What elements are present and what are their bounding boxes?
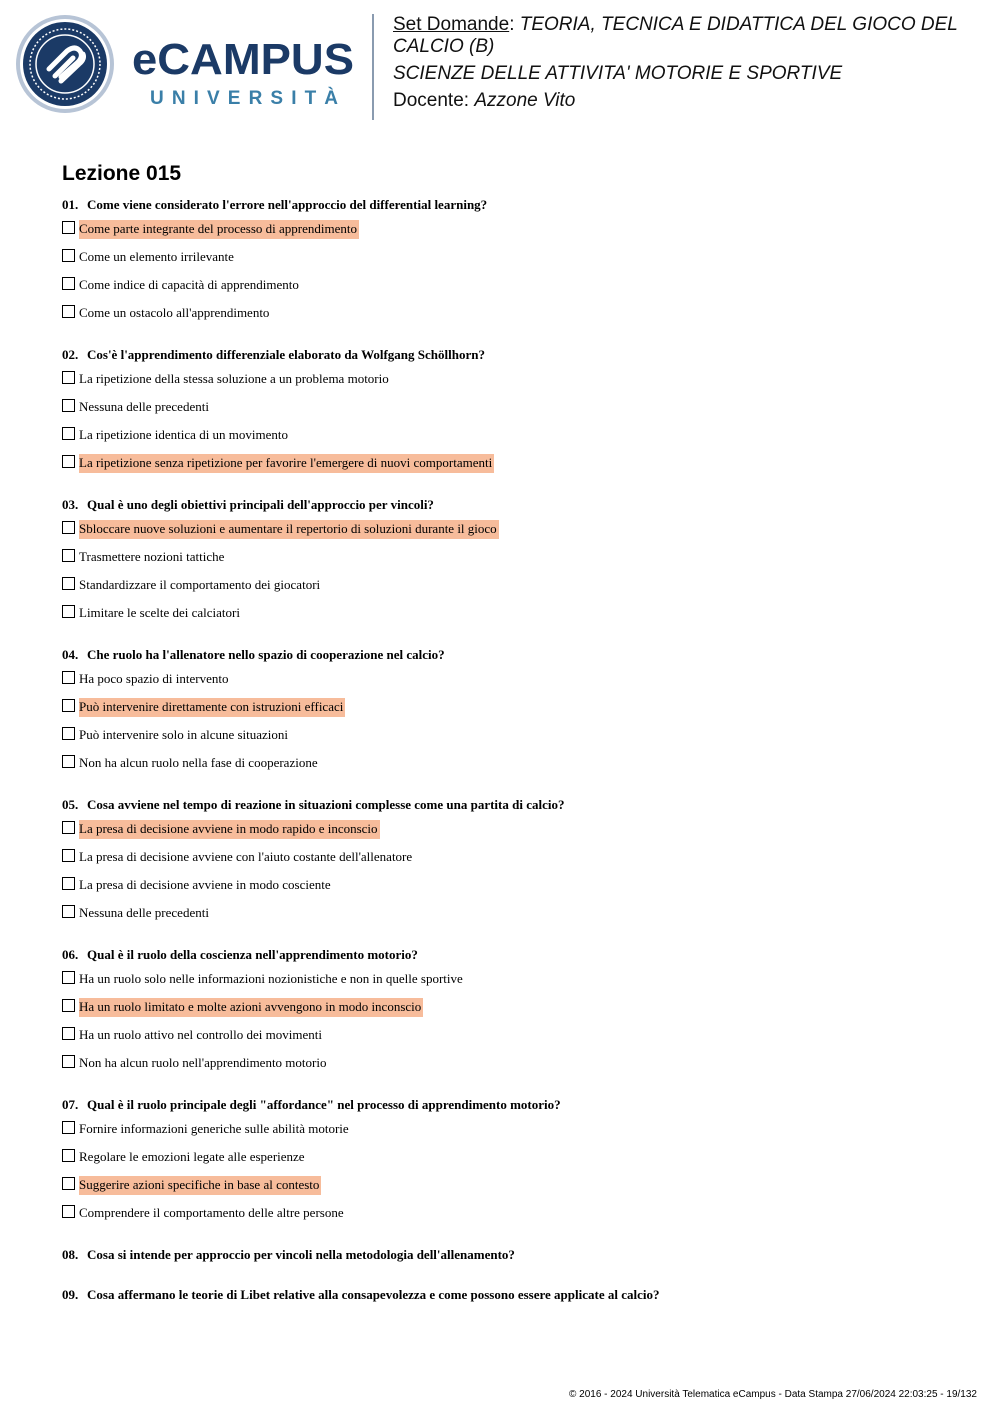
question-02 — [62, 346, 962, 482]
answer-option[interactable] — [62, 398, 962, 426]
answer-label: Nessuna delle precedenti — [79, 399, 209, 414]
answer-checkbox[interactable] — [62, 605, 75, 618]
answer-label: Comprendere il comportamento delle altre persone — [79, 1205, 344, 1220]
answer-checkbox[interactable] — [62, 1205, 75, 1218]
answer-checkbox[interactable] — [62, 427, 75, 440]
question-01 — [62, 196, 962, 332]
answer-checkbox[interactable] — [62, 1027, 75, 1040]
answer-checkbox[interactable] — [62, 877, 75, 890]
answer-label: Come indice di capacità di apprendimento — [79, 277, 299, 292]
answer-option[interactable] — [62, 970, 962, 998]
answer-checkbox[interactable] — [62, 577, 75, 590]
header-divider — [372, 14, 374, 120]
answer-label: La ripetizione della stessa soluzione a un problema motorio — [79, 371, 389, 386]
answer-checkbox[interactable] — [62, 999, 75, 1012]
teacher-name: Azzone Vito — [474, 90, 576, 111]
answer-option[interactable] — [62, 726, 962, 754]
answer-label-correct: Sbloccare nuove soluzioni e aumentare il repertorio di soluzioni durante il gioco — [79, 520, 499, 539]
question-04 — [62, 646, 962, 782]
question-08 — [62, 1246, 962, 1264]
answer-checkbox[interactable] — [62, 371, 75, 384]
answer-option[interactable] — [62, 1204, 962, 1232]
answer-checkbox[interactable] — [62, 277, 75, 290]
answer-checkbox[interactable] — [62, 821, 75, 834]
question-text — [62, 646, 962, 664]
answer-checkbox[interactable] — [62, 521, 75, 534]
answer-checkbox[interactable] — [62, 905, 75, 918]
question-label: Cosa si intende per approccio per vincoli nella metodologia dell'allenamento? — [87, 1247, 515, 1262]
answer-checkbox[interactable] — [62, 249, 75, 262]
answer-label: La ripetizione identica di un movimento — [79, 427, 289, 442]
answer-option[interactable] — [62, 1054, 962, 1082]
question-number: 08. — [62, 1247, 79, 1262]
question-label: Qual è il ruolo della coscienza nell'apprendimento motorio? — [87, 947, 418, 962]
answer-label: Regolare le emozioni legate alle esperienze — [79, 1149, 305, 1164]
answer-checkbox[interactable] — [62, 755, 75, 768]
degree-name: SCIENZE DELLE ATTIVITA' MOTORIE E SPORTIVE — [393, 63, 843, 84]
answer-label: Limitare le scelte dei calciatori — [79, 605, 240, 620]
course-info: Set Domande: TEORIA, TECNICA E DIDATTICA DEL GIOCO DEL CALCIO (B) SCIENZE DELLE ATTIVITA' MOTORIE E SPORTIVE Docente: Azzone Vito — [393, 14, 958, 111]
answer-option[interactable] — [62, 1176, 962, 1204]
answer-option[interactable] — [62, 1120, 962, 1148]
answer-label-correct: Ha un ruolo limitato e molte azioni avvengono in modo inconscio — [79, 998, 423, 1017]
answer-checkbox[interactable] — [62, 1055, 75, 1068]
question-number: 06. — [62, 947, 79, 962]
answer-label: Ha un ruolo solo nelle informazioni nozionistiche e non in quelle sportive — [79, 971, 463, 986]
answer-label: Ha poco spazio di intervento — [79, 671, 229, 686]
question-03 — [62, 496, 962, 632]
answer-label: Standardizzare il comportamento dei giocatori — [79, 577, 321, 592]
answer-option[interactable] — [62, 998, 962, 1026]
answer-option[interactable] — [62, 520, 962, 548]
answer-checkbox[interactable] — [62, 305, 75, 318]
answer-option[interactable] — [62, 454, 962, 482]
answer-option[interactable] — [62, 548, 962, 576]
answer-label: Non ha alcun ruolo nella fase di cooperazione — [79, 755, 318, 770]
teacher-label: Docente: — [393, 90, 470, 111]
question-07 — [62, 1096, 962, 1232]
answer-option[interactable] — [62, 370, 962, 398]
question-number: 01. — [62, 197, 79, 212]
question-label: Qual è uno degli obiettivi principali dell'approccio per vincoli? — [87, 497, 434, 512]
answer-option[interactable] — [62, 670, 962, 698]
answer-checkbox[interactable] — [62, 849, 75, 862]
university-seal-logo — [15, 14, 115, 114]
answer-option[interactable] — [62, 698, 962, 726]
question-text — [62, 496, 962, 514]
answer-label-correct: Come parte integrante del processo di apprendimento — [79, 220, 359, 239]
question-text — [62, 1246, 962, 1264]
question-05 — [62, 796, 962, 932]
answer-label: Fornire informazioni generiche sulle abilità motorie — [79, 1121, 349, 1136]
answer-label: Come un elemento irrilevante — [79, 249, 234, 264]
answer-checkbox[interactable] — [62, 671, 75, 684]
question-06 — [62, 946, 962, 1082]
question-number: 07. — [62, 1097, 79, 1112]
question-text — [62, 196, 962, 214]
question-label: Cosa affermano le teorie di Libet relative alla consapevolezza e come possono essere applicate al calcio? — [87, 1287, 660, 1302]
logo-brand: eCAMPUS — [132, 36, 354, 84]
answer-checkbox[interactable] — [62, 1149, 75, 1162]
answer-label-correct: La ripetizione senza ripetizione per favorire l'emergere di nuovi comportamenti — [79, 454, 494, 473]
question-label: Cosa avviene nel tempo di reazione in situazioni complesse come una partita di calcio? — [87, 797, 565, 812]
answer-option[interactable] — [62, 876, 962, 904]
university-wordmark-logo — [132, 36, 360, 116]
lesson-title: Lezione 015 — [62, 162, 182, 185]
question-number: 09. — [62, 1287, 79, 1302]
answer-checkbox[interactable] — [62, 971, 75, 984]
page-footer: © 2016 - 2024 Università Telematica eCampus - Data Stampa 27/06/2024 22:03:25 - 19/132 — [569, 1389, 977, 1400]
answer-option[interactable] — [62, 1148, 962, 1176]
question-number: 05. — [62, 797, 79, 812]
set-label: Set Domande — [393, 14, 510, 35]
question-text — [62, 1286, 962, 1304]
question-label: Qual è il ruolo principale degli "affordance" nel processo di apprendimento motorio? — [87, 1097, 561, 1112]
question-label: Come viene considerato l'errore nell'approccio del differential learning? — [87, 197, 488, 212]
answer-label: La presa di decisione avviene con l'aiuto costante dell'allenatore — [79, 849, 413, 864]
answer-option[interactable] — [62, 304, 962, 332]
answer-checkbox[interactable] — [62, 1121, 75, 1134]
question-number: 04. — [62, 647, 79, 662]
answer-option[interactable] — [62, 220, 962, 248]
question-number: 03. — [62, 497, 79, 512]
answer-label: Non ha alcun ruolo nell'apprendimento motorio — [79, 1055, 327, 1070]
question-09 — [62, 1286, 962, 1304]
answer-label: La presa di decisione avviene in modo cosciente — [79, 877, 331, 892]
answer-option[interactable] — [62, 820, 962, 848]
question-number: 02. — [62, 347, 79, 362]
answer-checkbox[interactable] — [62, 549, 75, 562]
question-text — [62, 346, 962, 364]
answer-option[interactable] — [62, 576, 962, 604]
answer-label: Nessuna delle precedenti — [79, 905, 209, 920]
answer-checkbox[interactable] — [62, 699, 75, 712]
answer-label-correct: Può intervenire direttamente con istruzioni efficaci — [79, 698, 345, 717]
question-label: Che ruolo ha l'allenatore nello spazio di cooperazione nel calcio? — [87, 647, 445, 662]
answer-option[interactable] — [62, 426, 962, 454]
answer-label: Trasmettere nozioni tattiche — [79, 549, 225, 564]
answer-checkbox[interactable] — [62, 1177, 75, 1190]
question-text — [62, 1096, 962, 1114]
answer-option[interactable] — [62, 604, 962, 632]
answer-option[interactable] — [62, 248, 962, 276]
page-header — [0, 0, 1000, 130]
answer-option[interactable] — [62, 754, 962, 782]
question-list — [62, 196, 962, 1326]
answer-checkbox[interactable] — [62, 399, 75, 412]
answer-option[interactable] — [62, 848, 962, 876]
answer-checkbox[interactable] — [62, 221, 75, 234]
answer-label: Può intervenire solo in alcune situazioni — [79, 727, 289, 742]
course-title: TEORIA, TECNICA E DIDATTICA DEL GIOCO DEL CALCIO (B) — [393, 14, 958, 57]
answer-label: Come un ostacolo all'apprendimento — [79, 305, 270, 320]
answer-checkbox[interactable] — [62, 455, 75, 468]
question-text — [62, 946, 962, 964]
answer-label: Ha un ruolo attivo nel controllo dei movimenti — [79, 1027, 322, 1042]
answer-option[interactable] — [62, 904, 962, 932]
answer-label-correct: Suggerire azioni specifiche in base al contesto — [79, 1176, 321, 1195]
question-text — [62, 796, 962, 814]
answer-option[interactable] — [62, 276, 962, 304]
question-label: Cos'è l'apprendimento differenziale elaborato da Wolfgang Schöllhorn? — [87, 347, 485, 362]
answer-option[interactable] — [62, 1026, 962, 1054]
logo-sub: UNIVERSITÀ — [150, 88, 338, 109]
answer-label-correct: La presa di decisione avviene in modo rapido e inconscio — [79, 820, 380, 839]
answer-checkbox[interactable] — [62, 727, 75, 740]
